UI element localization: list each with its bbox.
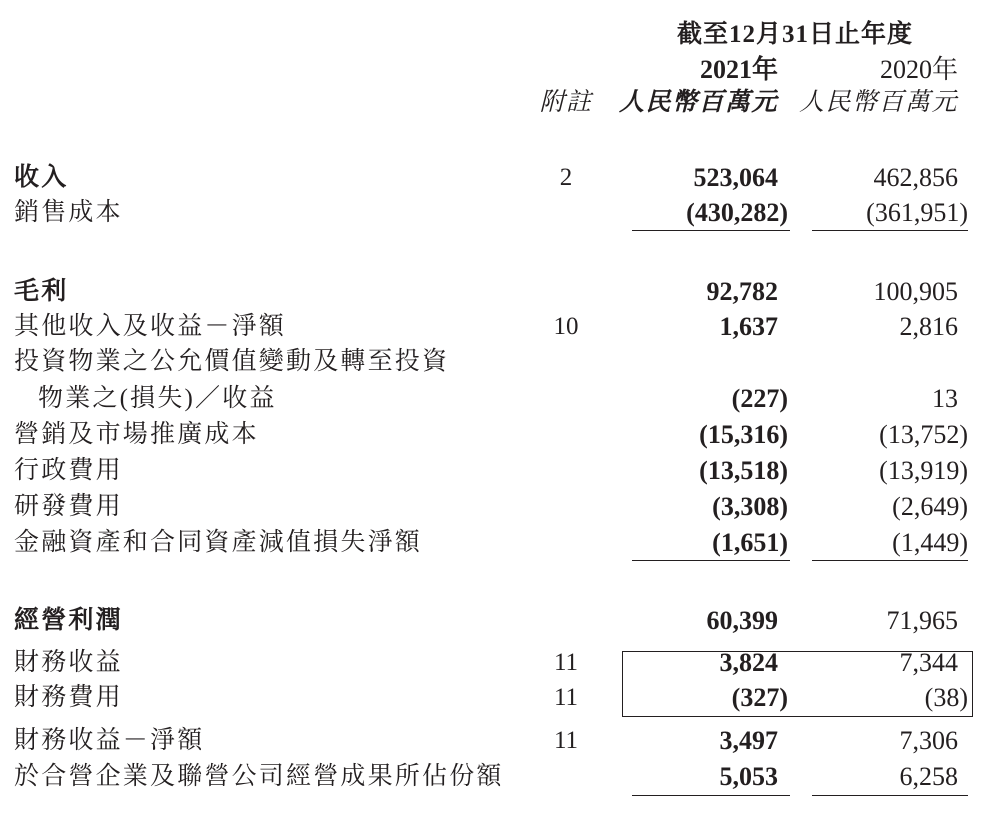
row-label-gross-profit: 毛利 xyxy=(14,278,69,305)
row-note-finance-income: 11 xyxy=(553,649,579,676)
row-prior-rnd: (2,649) xyxy=(892,492,968,521)
row-prior-revenue: 462,856 xyxy=(873,163,958,192)
row-prior-other-income: 2,816 xyxy=(899,312,958,341)
row-label-finance-costs: 財務費用 xyxy=(14,684,123,711)
row-prior-operating-profit: 71,965 xyxy=(886,606,958,635)
row-label-cost-of-sales: 銷售成本 xyxy=(14,199,123,226)
row-prior-impairment: (1,449) xyxy=(892,528,968,557)
row-prior-finance-costs: (38) xyxy=(924,683,968,712)
row-prior-share-of-results: 6,258 xyxy=(899,762,958,791)
row-current-share-of-results: 5,053 xyxy=(719,762,778,791)
row-label-marketing: 營銷及市場推廣成本 xyxy=(14,421,259,448)
row-current-revenue: 523,064 xyxy=(693,163,778,192)
row-note-revenue: 2 xyxy=(559,164,573,191)
row-note-finance-costs: 11 xyxy=(553,684,579,711)
row-label-rnd: 研發費用 xyxy=(14,493,123,520)
subtotal-rule-current xyxy=(632,795,790,796)
row-current-gross-profit: 92,782 xyxy=(706,277,778,306)
note-column-heading: 附註 xyxy=(539,89,593,116)
row-label-finance-net: 財務收益－淨額 xyxy=(14,727,205,754)
unit-current-heading: 人民幣百萬元 xyxy=(618,89,778,116)
row-current-admin: (13,518) xyxy=(699,456,788,485)
row-current-rnd: (3,308) xyxy=(712,492,788,521)
subtotal-rule-prior xyxy=(812,560,968,561)
row-label-admin: 行政費用 xyxy=(14,457,123,484)
row-prior-investment-property: 13 xyxy=(932,384,958,413)
subtotal-rule-current xyxy=(632,560,790,561)
subtotal-rule-prior xyxy=(812,795,968,796)
row-label-operating-profit: 經營利潤 xyxy=(14,607,123,634)
unit-prior-heading: 人民幣百萬元 xyxy=(798,89,958,116)
row-current-marketing: (15,316) xyxy=(699,420,788,449)
row-label-impairment: 金融資產和合同資產減值損失淨額 xyxy=(14,529,423,556)
row-label-revenue: 收入 xyxy=(14,164,69,191)
row-note-other-income: 10 xyxy=(553,313,579,340)
row-prior-finance-net: 7,306 xyxy=(899,726,958,755)
row-current-finance-net: 3,497 xyxy=(719,726,778,755)
row-note-finance-net: 11 xyxy=(553,727,579,754)
row-current-investment-property: (227) xyxy=(731,384,788,413)
period-heading: 截至12月31日止年度 xyxy=(676,21,913,48)
row-prior-finance-income: 7,344 xyxy=(899,648,958,677)
row-prior-marketing: (13,752) xyxy=(879,420,968,449)
year-current-heading: 2021年 xyxy=(699,55,778,84)
row-current-impairment: (1,651) xyxy=(712,528,788,557)
subtotal-rule-current xyxy=(632,230,790,231)
row-current-cost-of-sales: (430,282) xyxy=(686,198,788,227)
row-label-investment-property-cont: 物業之(損失)／收益 xyxy=(38,385,277,412)
row-prior-gross-profit: 100,905 xyxy=(873,277,958,306)
row-current-finance-costs: (327) xyxy=(731,683,788,712)
row-label-investment-property: 投資物業之公允價值變動及轉至投資 xyxy=(14,348,450,375)
row-label-share-of-results: 於合營企業及聯營公司經營成果所佔份額 xyxy=(14,763,504,790)
row-label-finance-income: 財務收益 xyxy=(14,649,123,676)
row-current-finance-income: 3,824 xyxy=(719,648,778,677)
year-prior-heading: 2020年 xyxy=(879,55,958,84)
row-current-operating-profit: 60,399 xyxy=(706,606,778,635)
row-current-other-income: 1,637 xyxy=(719,312,778,341)
row-prior-admin: (13,919) xyxy=(879,456,968,485)
row-label-other-income: 其他收入及收益－淨額 xyxy=(14,313,287,340)
row-prior-cost-of-sales: (361,951) xyxy=(866,198,968,227)
subtotal-rule-prior xyxy=(812,230,968,231)
